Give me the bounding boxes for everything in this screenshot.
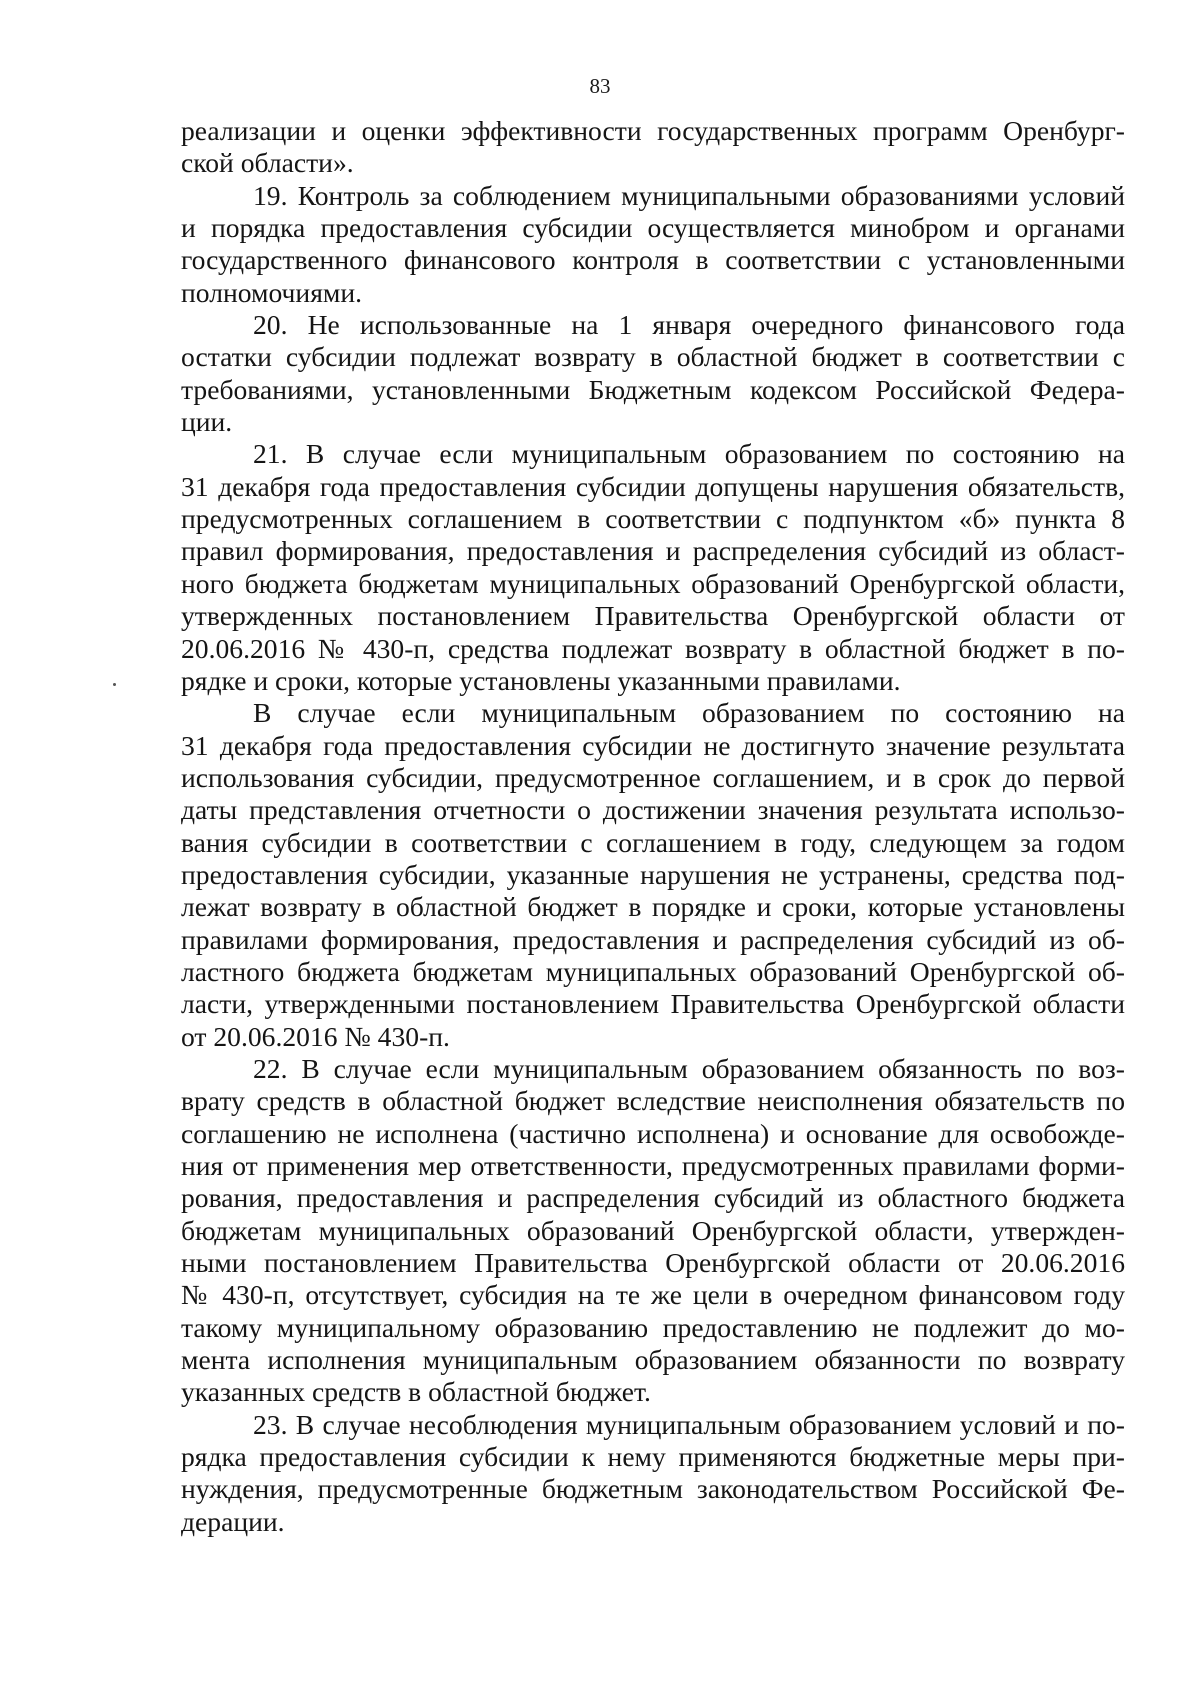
paragraph-20 bbox=[181, 309, 1125, 438]
paragraph-23 bbox=[181, 1409, 1125, 1538]
paragraph-22 bbox=[181, 1053, 1125, 1409]
text-line: утвержденных постановлением Правительства Оренбургской области от bbox=[181, 600, 1125, 632]
paragraph-19 bbox=[181, 180, 1125, 309]
text-line: требованиями, установленными Бюджетным кодексом Российской Федера- bbox=[181, 373, 1125, 405]
text-line: даты представления отчетности о достижении значения результата использо- bbox=[181, 794, 1125, 826]
text-line: предоставления субсидии, указанные нарушения не устранены, средства под- bbox=[181, 858, 1125, 890]
text-line: 20.06.2016 № 430-п, средства подлежат возврату в областной бюджет в по- bbox=[181, 632, 1125, 664]
text-line: от 20.06.2016 № 430-п. bbox=[181, 1020, 450, 1052]
text-line: нуждения, предусмотренные бюджетным законодательством Российской Фе- bbox=[181, 1473, 1125, 1505]
text-line: ного бюджета бюджетам муниципальных образований Оренбургской области, bbox=[181, 567, 1125, 599]
text-line: 31 декабря года предоставления субсидии допущены нарушения обязательств, bbox=[181, 470, 1125, 502]
text-line: вания субсидии в соответствии с соглашением в году, следующем за годом bbox=[181, 826, 1125, 858]
document-body bbox=[181, 115, 1125, 1538]
text-line: ными постановлением Правительства Оренбургской области от 20.06.2016 bbox=[181, 1247, 1125, 1279]
text-line: 23. В случае несоблюдения муниципальным образованием условий и по- bbox=[253, 1408, 1125, 1440]
text-line: лежат возврату в областной бюджет в порядке и сроки, которые установлены bbox=[181, 891, 1125, 923]
text-line: и порядка предоставления субсидии осуществляется минобром и органами bbox=[181, 212, 1125, 244]
text-line: указанных средств в областной бюджет. bbox=[181, 1376, 651, 1408]
text-line: правил формирования, предоставления и распределения субсидий из област- bbox=[181, 535, 1125, 567]
text-line: государственного финансового контроля в соответствии с установленными bbox=[181, 244, 1125, 276]
text-line: рования, предоставления и распределения субсидий из областного бюджета bbox=[181, 1182, 1125, 1214]
text-line: предусмотренных соглашением в соответствии с подпунктом «б» пункта 8 bbox=[181, 503, 1125, 535]
text-line: врату средств в областной бюджет вследствие неисполнения обязательств по bbox=[181, 1085, 1125, 1117]
paragraph-21-continued bbox=[181, 697, 1125, 1053]
text-line: соглашению не исполнена (частично исполнена) и основание для освобожде- bbox=[181, 1117, 1125, 1149]
text-line: рядке и сроки, которые установлены указанными правилами. bbox=[181, 664, 901, 696]
text-line: 22. В случае если муниципальным образованием обязанность по воз- bbox=[253, 1052, 1125, 1084]
text-line: реализации и оценки эффективности государственных программ Оренбург- bbox=[181, 115, 1125, 146]
text-line: рядка предоставления субсидии к нему применяются бюджетные меры при- bbox=[181, 1441, 1125, 1473]
margin-speck bbox=[113, 683, 116, 686]
text-line: № 430-п, отсутствует, субсидия на те же цели в очередном финансовом году bbox=[181, 1279, 1125, 1311]
text-line: ской области». bbox=[181, 147, 354, 179]
text-line: ласти, утвержденными постановлением Правительства Оренбургской области bbox=[181, 988, 1125, 1020]
page-number: 83 bbox=[589, 74, 611, 98]
paragraph-21 bbox=[181, 438, 1125, 697]
text-line: ластного бюджета бюджетам муниципальных образований Оренбургской об- bbox=[181, 955, 1125, 987]
text-line: мента исполнения муниципальным образованием обязанности по возврату bbox=[181, 1344, 1125, 1376]
text-line: 19. Контроль за соблюдением муниципальными образованиями условий bbox=[253, 179, 1125, 211]
text-line: такому муниципальному образованию предоставлению не подлежит до мо- bbox=[181, 1311, 1125, 1343]
text-line: правилами формирования, предоставления и распределения субсидий из об- bbox=[181, 923, 1125, 955]
paragraph-continuation bbox=[181, 115, 1125, 180]
text-line: остатки субсидии подлежат возврату в областной бюджет в соответствии с bbox=[181, 341, 1125, 373]
text-line: 31 декабря года предоставления субсидии не достигнуто значение результата bbox=[181, 729, 1125, 761]
text-line: дерации. bbox=[181, 1505, 285, 1537]
text-line: 20. Не использованные на 1 января очередного финансового года bbox=[253, 309, 1125, 341]
text-line: В случае если муниципальным образованием по состоянию на bbox=[253, 697, 1125, 729]
text-line: использования субсидии, предусмотренное соглашением, и в срок до первой bbox=[181, 761, 1125, 793]
text-line: ции. bbox=[181, 406, 233, 438]
text-line: полномочиями. bbox=[181, 276, 363, 308]
text-line: 21. В случае если муниципальным образованием по состоянию на bbox=[253, 438, 1125, 470]
text-line: бюджетам муниципальных образований Оренбургской области, утвержден- bbox=[181, 1214, 1125, 1246]
text-line: ния от применения мер ответственности, предусмотренных правилами форми- bbox=[181, 1150, 1125, 1181]
